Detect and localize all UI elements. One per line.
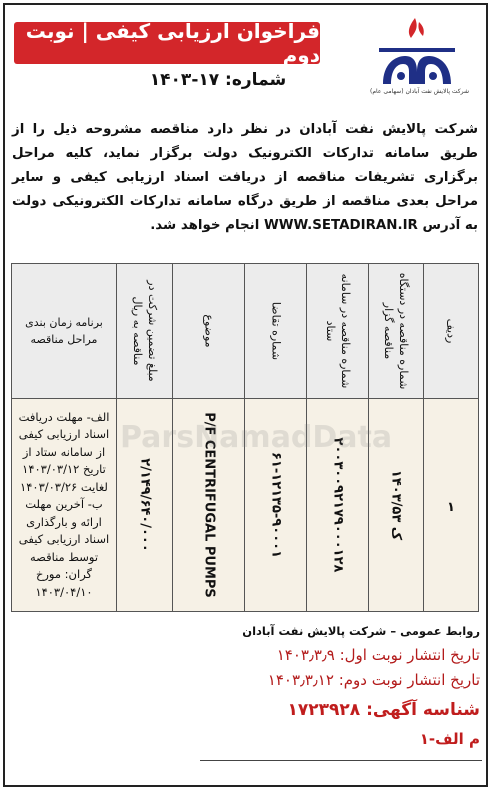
notice-title: فراخوان ارزیابی کیفی | نوبت دوم (14, 22, 320, 64)
cell-index: ۱ (424, 399, 479, 612)
publish-date-first: تاریخ انتشار نوبت اول: ۱۴۰۳٫۳٫۹ (276, 646, 480, 664)
cell-org-tender-no: ک ۱۴۰۳/۵۳ (369, 399, 424, 612)
header-cell-setad-no: شماره مناقصه در سامانه ستاد (307, 264, 369, 399)
cell-guarantee: ۲/۱۴۹/۶۴۰/۰۰۰ (117, 399, 173, 612)
header-cell-guarantee: مبلغ تضمین شرکت در مناقصه به ریال (117, 264, 173, 399)
cell-schedule: الف- مهلت دریافت اسناد ارزیابی کیفی از سامانه ستاد از تاریخ ۱۴۰۳/۰۳/۱۲ لغایت ۱۴۰۳/۰۳/۲۶ ب- آخرین مهلت ارائه و بارگذاری اسناد ارزیابی کیفی توسط مناقصه گران: مورخ ۱۴۰۳/۰۴/۱۰ (12, 399, 117, 612)
table-header-row (12, 264, 479, 399)
cell-setad-no: ۲۰۰۳۰۰۹۲۱۷۹۰۰۰۱۲۸ (307, 399, 369, 612)
ad-id: شناسه آگهی: ۱۷۲۳۹۲۸ (287, 700, 480, 720)
cell-request-no: ۶۱-۱۲۱۳۵-۹۰۰۰۱ (245, 399, 307, 612)
bottom-divider (200, 760, 482, 761)
table-row (12, 399, 479, 612)
header-cell-schedule: برنامه زمان بندی مراحل مناقصه (12, 264, 117, 399)
publish-date-second: تاریخ انتشار نوبت دوم: ۱۴۰۳٫۳٫۱۲ (267, 671, 480, 689)
header-cell-row: ردیف (424, 264, 479, 399)
intro-paragraph: شرکت پالایش نفت آبادان در نظر دارد مناقصه مشروحه ذیل را از طریق سامانه تدارکات الکترونیک دولت برگزار نماید، کلیه مراحل برگزاری تشریفات مناقصه از دریافت اسناد ارزیابی کیفی و سایر مراحل بعدی مناقصه از طریق درگاه سامانه تدارکات الکترونیکی دولت به آدرس WWW.SETADIRAN.IR انجام خواهد شد. (12, 122, 478, 233)
cell-subject: P/F CENTRIFUGAL PUMPS (173, 399, 245, 612)
tender-table (11, 263, 479, 612)
header-cell-subject: موضوع (173, 264, 245, 399)
header-cell-request-no: شماره تقاضا (245, 264, 307, 399)
header-cell-org-tender-no: شماره مناقصه در دستگاه مناقصه گزار (369, 264, 424, 399)
public-relations: روابط عمومی – شرکت پالایش نفت آبادان (242, 624, 480, 638)
ad-code: م الف-۱ (419, 730, 480, 748)
logo-caption: شرکت پالایش نفت آبادان (سهامی عام) (369, 88, 469, 95)
notice-number: شماره: ۱۷-۱۴۰۳ (149, 70, 287, 90)
